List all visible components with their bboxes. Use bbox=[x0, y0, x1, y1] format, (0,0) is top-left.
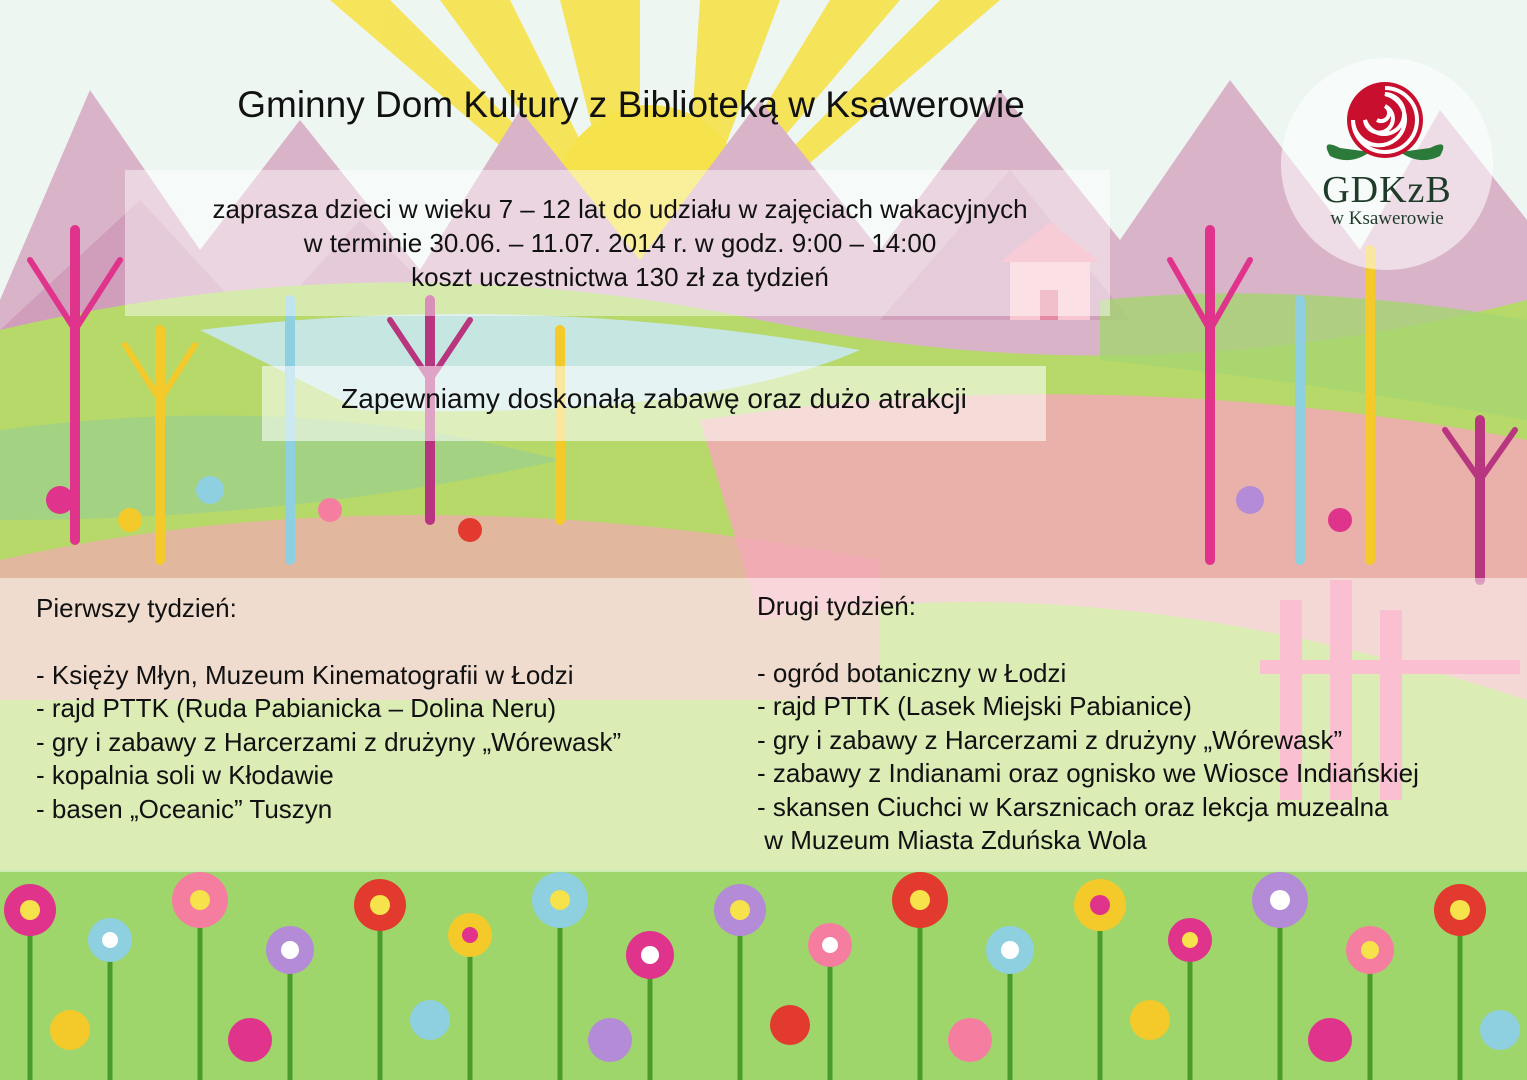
list-item: - basen „Oceanic” Tuszyn bbox=[36, 793, 333, 824]
list-item: - rajd PTTK (Lasek Miejski Pabianice) bbox=[757, 691, 1192, 721]
list-item: - skansen Ciuchci w Karsznicach oraz lekcja muzealna bbox=[757, 791, 1389, 822]
list-item: - kopalnia soli w Kłodawie bbox=[36, 760, 334, 790]
logo-subtitle: w Ksawerowie bbox=[1330, 208, 1444, 229]
invitation-line-age: zaprasza dzieci w wieku 7 – 12 lat do udziału w zajęciach wakacyjnych bbox=[212, 194, 1028, 224]
list-item: - gry i zabawy z Harcerzami z drużyny „Wórewask” bbox=[36, 726, 622, 757]
invitation-line-dates: w terminie 30.06. – 11.07. 2014 r. w godz. 9:00 – 14:00 bbox=[303, 228, 937, 258]
list-item: w Muzeum Miasta Zduńska Wola bbox=[757, 825, 1147, 855]
week-two-column bbox=[757, 590, 1419, 858]
page-title: Gminny Dom Kultury z Biblioteką w Ksawerowie bbox=[237, 84, 1025, 125]
list-item: - Księży Młyn, Muzeum Kinematografii w Łodzi bbox=[36, 659, 574, 690]
list-item: - zabawy z Indianami oraz ognisko we Wiosce Indiańskiej bbox=[757, 758, 1419, 788]
logo-text: GDKzB bbox=[1322, 169, 1452, 211]
promo-text: Zapewniamy doskonałą zabawę oraz dużo atrakcji bbox=[341, 383, 967, 414]
week-one-title: Pierwszy tydzień: bbox=[36, 593, 237, 623]
list-item: - gry i zabawy z Harcerzami z drużyny „Wórewask” bbox=[757, 724, 1343, 755]
week-one-column bbox=[36, 592, 621, 826]
rose-spiral-icon bbox=[1310, 78, 1460, 173]
list-item: - rajd PTTK (Ruda Pabianicka – Dolina Neru) bbox=[36, 693, 557, 723]
invitation-line-cost: koszt uczestnictwa 130 zł za tydzień bbox=[411, 262, 829, 292]
week-two-title: Drugi tydzień: bbox=[757, 591, 916, 621]
list-item: - ogród botaniczny w Łodzi bbox=[757, 657, 1067, 688]
